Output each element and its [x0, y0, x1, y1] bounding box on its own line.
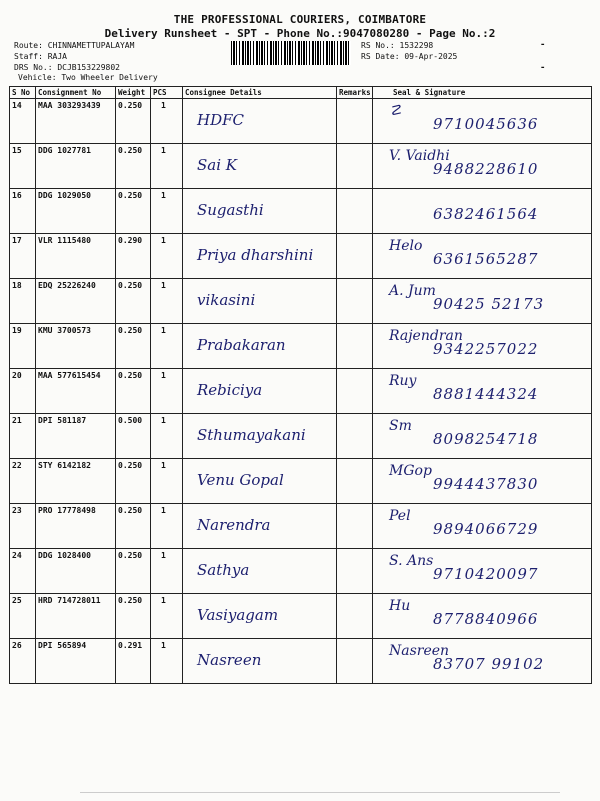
- barcode: [231, 41, 351, 65]
- consignee-name: Sathya: [197, 561, 250, 579]
- consignment-cell: KMU 3700573: [36, 324, 116, 369]
- phone-number: 6382461564: [433, 205, 539, 223]
- company-title: THE PROFESSIONAL COURIERS, COIMBATORE: [173, 13, 427, 26]
- margin-tick: -: [540, 40, 546, 50]
- consignee-name: Nasreen: [197, 651, 262, 669]
- sno-cell: 17: [10, 234, 36, 279]
- signature-cell: [373, 459, 592, 504]
- signature-mark: S. Ans: [389, 553, 434, 569]
- weight-cell: 0.291: [116, 639, 151, 684]
- sno-cell: 20: [10, 369, 36, 414]
- runsheet-subtitle: Delivery Runsheet - SPT - Phone No.:9047080280 - Page No.:2: [104, 27, 496, 40]
- signature-mark: Nasreen: [389, 643, 450, 659]
- consignee-cell: [183, 414, 337, 459]
- consignee-name: Rebiciya: [197, 381, 263, 399]
- sno-cell: 24: [10, 549, 36, 594]
- pcs-cell: 1: [151, 504, 183, 549]
- consignee-name: Priya dharshini: [197, 246, 314, 264]
- phone-number: 8778840966: [433, 610, 539, 628]
- pcs-cell: 1: [151, 594, 183, 639]
- rs-number: RS No.: 1532298: [361, 41, 434, 50]
- col-remarks: Remarks: [337, 87, 373, 99]
- consignment-cell: DPI 565894: [36, 639, 116, 684]
- remarks-cell: [337, 324, 373, 369]
- signature-mark: V. Vaidhi: [389, 148, 450, 164]
- phone-number: 9894066729: [433, 520, 539, 538]
- consignment-cell: STY 6142182: [36, 459, 116, 504]
- col-signature: Seal & Signature: [373, 87, 592, 99]
- table-row: [10, 414, 592, 459]
- table-header-row: [10, 87, 592, 99]
- consignment-cell: MAA 303293439: [36, 99, 116, 144]
- pcs-cell: 1: [151, 99, 183, 144]
- pcs-cell: 1: [151, 234, 183, 279]
- consignment-cell: HRD 714728011: [36, 594, 116, 639]
- consignee-name: vikasini: [197, 291, 256, 309]
- pcs-cell: 1: [151, 639, 183, 684]
- table-row: [10, 234, 592, 279]
- remarks-cell: [337, 639, 373, 684]
- weight-cell: 0.250: [116, 189, 151, 234]
- remarks-cell: [337, 414, 373, 459]
- table-row: [10, 549, 592, 594]
- consignee-cell: [183, 144, 337, 189]
- consignment-cell: DDG 1027781: [36, 144, 116, 189]
- phone-number: 8881444324: [433, 385, 539, 403]
- phone-number: 9342257022: [433, 340, 539, 358]
- signature-cell: [373, 414, 592, 459]
- table-row: [10, 144, 592, 189]
- col-sno: S No: [10, 87, 36, 99]
- drs-label: DRS No.: DCJB153229802: [14, 63, 120, 72]
- col-weight: Weight: [116, 87, 151, 99]
- sno-cell: 23: [10, 504, 36, 549]
- remarks-cell: [337, 234, 373, 279]
- staff-label: Staff: RAJA: [14, 52, 67, 61]
- signature-cell: [373, 639, 592, 684]
- consignee-name: Vasiyagam: [197, 606, 279, 624]
- consignee-cell: [183, 369, 337, 414]
- sno-cell: 19: [10, 324, 36, 369]
- weight-cell: 0.250: [116, 594, 151, 639]
- signature-cell: [373, 369, 592, 414]
- consignee-cell: [183, 234, 337, 279]
- consignee-name: HDFC: [197, 111, 244, 129]
- consignee-name: Sthumayakani: [197, 426, 306, 444]
- table-row: [10, 369, 592, 414]
- phone-number: 9710420097: [433, 565, 539, 583]
- sno-cell: 15: [10, 144, 36, 189]
- signature-mark: Rajendran: [389, 328, 463, 344]
- remarks-cell: [337, 594, 373, 639]
- sno-cell: 26: [10, 639, 36, 684]
- signature-mark: Hu: [389, 598, 411, 614]
- signature-cell: [373, 234, 592, 279]
- phone-number: 83707 99102: [433, 655, 545, 673]
- remarks-cell: [337, 144, 373, 189]
- weight-cell: 0.250: [116, 369, 151, 414]
- signature-mark: MGop: [389, 463, 432, 479]
- consignee-cell: [183, 639, 337, 684]
- weight-cell: 0.250: [116, 144, 151, 189]
- route-label: Route: CHINNAMETTUPALAYAM: [14, 41, 135, 50]
- signature-cell: [373, 594, 592, 639]
- consignee-name: Sai K: [197, 156, 237, 174]
- table-row: [10, 594, 592, 639]
- signature-cell: [373, 144, 592, 189]
- weight-cell: 0.250: [116, 99, 151, 144]
- col-consignee: Consignee Details: [183, 87, 337, 99]
- remarks-cell: [337, 549, 373, 594]
- runsheet-table: [9, 86, 592, 684]
- phone-number: 8098254718: [433, 430, 539, 448]
- remarks-cell: [337, 279, 373, 324]
- weight-cell: 0.250: [116, 459, 151, 504]
- signature-cell: [373, 324, 592, 369]
- consignment-cell: VLR 1115480: [36, 234, 116, 279]
- signature-cell: [373, 549, 592, 594]
- weight-cell: 0.250: [116, 324, 151, 369]
- signature-mark: Ruy: [389, 373, 417, 389]
- table-row: [10, 504, 592, 549]
- pcs-cell: 1: [151, 459, 183, 504]
- consignment-cell: MAA 577615454: [36, 369, 116, 414]
- consignment-cell: DDG 1029050: [36, 189, 116, 234]
- remarks-cell: [337, 459, 373, 504]
- signature-mark: Helo: [389, 238, 423, 254]
- consignment-cell: DPI 581187: [36, 414, 116, 459]
- phone-number: 9944437830: [433, 475, 539, 493]
- table-row: [10, 639, 592, 684]
- signature-cell: [373, 279, 592, 324]
- phone-number: 9488228610: [433, 160, 539, 178]
- remarks-cell: [337, 99, 373, 144]
- remarks-cell: [337, 189, 373, 234]
- pcs-cell: 1: [151, 324, 183, 369]
- pcs-cell: 1: [151, 414, 183, 459]
- consignee-cell: [183, 279, 337, 324]
- weight-cell: 0.250: [116, 549, 151, 594]
- weight-cell: 0.250: [116, 504, 151, 549]
- phone-number: 6361565287: [433, 250, 539, 268]
- table-row: [10, 324, 592, 369]
- weight-cell: 0.500: [116, 414, 151, 459]
- signature-mark: Sm: [389, 418, 412, 434]
- signature-mark: ☡: [389, 103, 402, 119]
- consignee-cell: [183, 504, 337, 549]
- consignee-name: Narendra: [197, 516, 271, 534]
- consignee-cell: [183, 549, 337, 594]
- pcs-cell: 1: [151, 369, 183, 414]
- phone-number: 90425 52173: [433, 295, 545, 313]
- pcs-cell: 1: [151, 279, 183, 324]
- consignee-name: Venu Gopal: [197, 471, 284, 489]
- consignment-cell: DDG 1028400: [36, 549, 116, 594]
- table-row: [10, 189, 592, 234]
- signature-mark: Pel: [389, 508, 411, 524]
- table-row: [10, 279, 592, 324]
- vehicle-label: Vehicle: Two Wheeler Delivery: [18, 73, 158, 82]
- consignment-cell: EDQ 25226240: [36, 279, 116, 324]
- remarks-cell: [337, 504, 373, 549]
- sno-cell: 16: [10, 189, 36, 234]
- consignee-cell: [183, 459, 337, 504]
- weight-cell: 0.250: [116, 279, 151, 324]
- pcs-cell: 1: [151, 549, 183, 594]
- consignment-cell: PRO 17778498: [36, 504, 116, 549]
- remarks-cell: [337, 369, 373, 414]
- sno-cell: 25: [10, 594, 36, 639]
- table-row: [10, 99, 592, 144]
- sno-cell: 22: [10, 459, 36, 504]
- weight-cell: 0.290: [116, 234, 151, 279]
- consignee-cell: [183, 99, 337, 144]
- consignee-cell: [183, 324, 337, 369]
- signature-mark: A. Jum: [389, 283, 436, 299]
- consignee-cell: [183, 189, 337, 234]
- sno-cell: 14: [10, 99, 36, 144]
- table-row: [10, 459, 592, 504]
- col-pcs: PCS: [151, 87, 183, 99]
- consignee-cell: [183, 594, 337, 639]
- signature-cell: [373, 504, 592, 549]
- pcs-cell: 1: [151, 144, 183, 189]
- sno-cell: 18: [10, 279, 36, 324]
- margin-tick: -: [540, 63, 546, 73]
- signature-cell: [373, 189, 592, 234]
- signature-cell: [373, 99, 592, 144]
- pcs-cell: 1: [151, 189, 183, 234]
- sno-cell: 21: [10, 414, 36, 459]
- col-consignment: Consignment No: [36, 87, 116, 99]
- consignee-name: Prabakaran: [197, 336, 286, 354]
- phone-number: 9710045636: [433, 115, 539, 133]
- consignee-name: Sugasthi: [197, 201, 264, 219]
- rs-date: RS Date: 09-Apr-2025: [361, 52, 458, 61]
